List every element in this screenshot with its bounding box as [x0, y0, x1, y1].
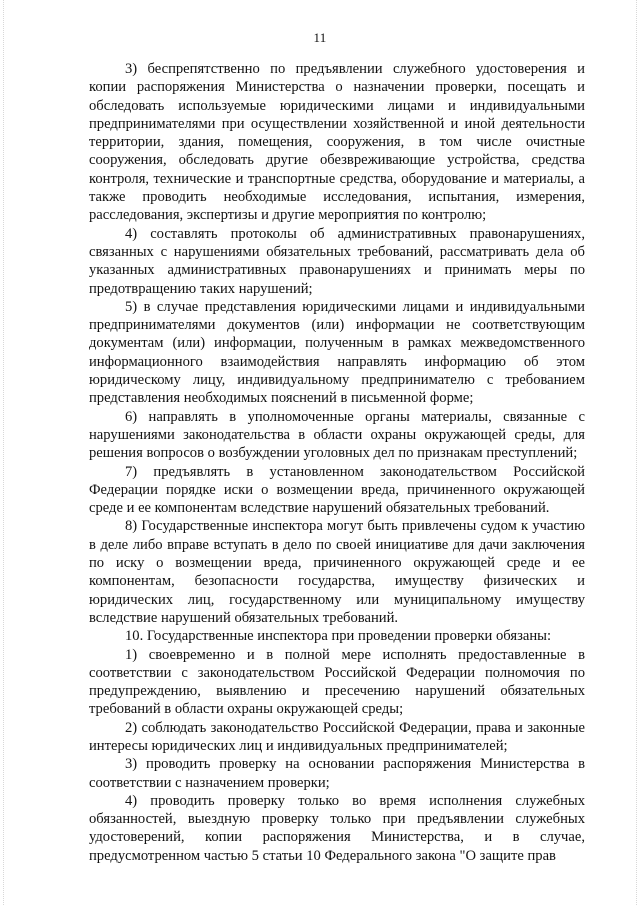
- document-body: [89, 60, 585, 865]
- scan-edge-right: [635, 0, 637, 905]
- duty-item-1: 1) своевременно и в полной мере исполнять предоставленные в соответствии с законодательством Российской Федерации полномочия по предупреждению, выявлению и пресечению нарушений обязательных требований в области охраны окружающей среды;: [89, 646, 585, 718]
- duty-item-3: 3) проводить проверку на основании распоряжения Министерства в соответствии с назначением проверки;: [89, 756, 585, 791]
- page-number: 11: [313, 30, 327, 45]
- paragraph-item-5: 5) в случае представления юридическими лицами и индивидуальными предпринимателями документов (или) информации не соответствующим документам (или) информации, полученным в рамках межведомственного информационного взаимодействия направлять информацию об этом юридическому лицу, индивидуальному предпринимателю с требованием представления необходимых пояснений в письменной форме;: [89, 298, 585, 407]
- paragraph-item-4: 4) составлять протоколы об административных правонарушениях, связанных с нарушениями обязательных требований, рассматривать дела об указанных административных правонарушениях и принимать меры по предотвращению таких нарушений;: [89, 225, 585, 297]
- duty-item-4: 4) проводить проверку только во время исполнения служебных обязанностей, выездную проверку только при предъявлении служебных удостоверений, копии распоряжения Министерства, и в случае, предусмотренном частью 5 статьи 10 Федерального закона "О защите прав: [89, 792, 585, 864]
- paragraph-item-6: 6) направлять в уполномоченные органы материалы, связанные с нарушениями законодательства в области охраны окружающей среды, для решения вопросов о возбуждении уголовных дел по признакам преступлений;: [89, 408, 585, 462]
- paragraph-item-8: 8) Государственные инспектора могут быть привлечены судом к участию в деле либо вправе вступать в дело по своей инициативе для дачи заключения по иску о возмещении вреда, причиненного окружающей среде и ее компонентам, безопасности государства, имуществу физических и юридических лиц, государственному или муниципальному имуществу вследствие нарушений обязательных требований.: [89, 518, 585, 626]
- section-10-heading: 10. Государственные инспектора при проведении проверки обязаны:: [125, 628, 551, 645]
- paragraph-item-7: 7) предъявлять в установленном законодательством Российской Федерации порядке иски о возмещении вреда, причиненного окружающей среде и ее компонентам вследствие нарушений обязательных требований.: [89, 463, 585, 517]
- paragraph-item-3: 3) беспрепятственно по предъявлении служебного удостоверения и копии распоряжения Министерства о назначении проверки, посещать и обследовать используемые юридическими лицами и индивидуальными предпринимателями при осуществлении хозяйственной и иной деятельности территории, здания, помещения, сооружения, в том числе очистные сооружения, обследовать другие обезвреживающие устройства, средства контроля, технические и транспортные средства, оборудование и материалы, а также проводить необходимые исследования, испытания, измерения, расследования, экспертизы и другие мероприятия по контролю;: [89, 61, 585, 224]
- duty-item-2: 2) соблюдать законодательство Российской Федерации, права и законные интересы юридических лиц и индивидуальных предпринимателей;: [89, 719, 585, 754]
- scan-edge-left: [3, 0, 5, 905]
